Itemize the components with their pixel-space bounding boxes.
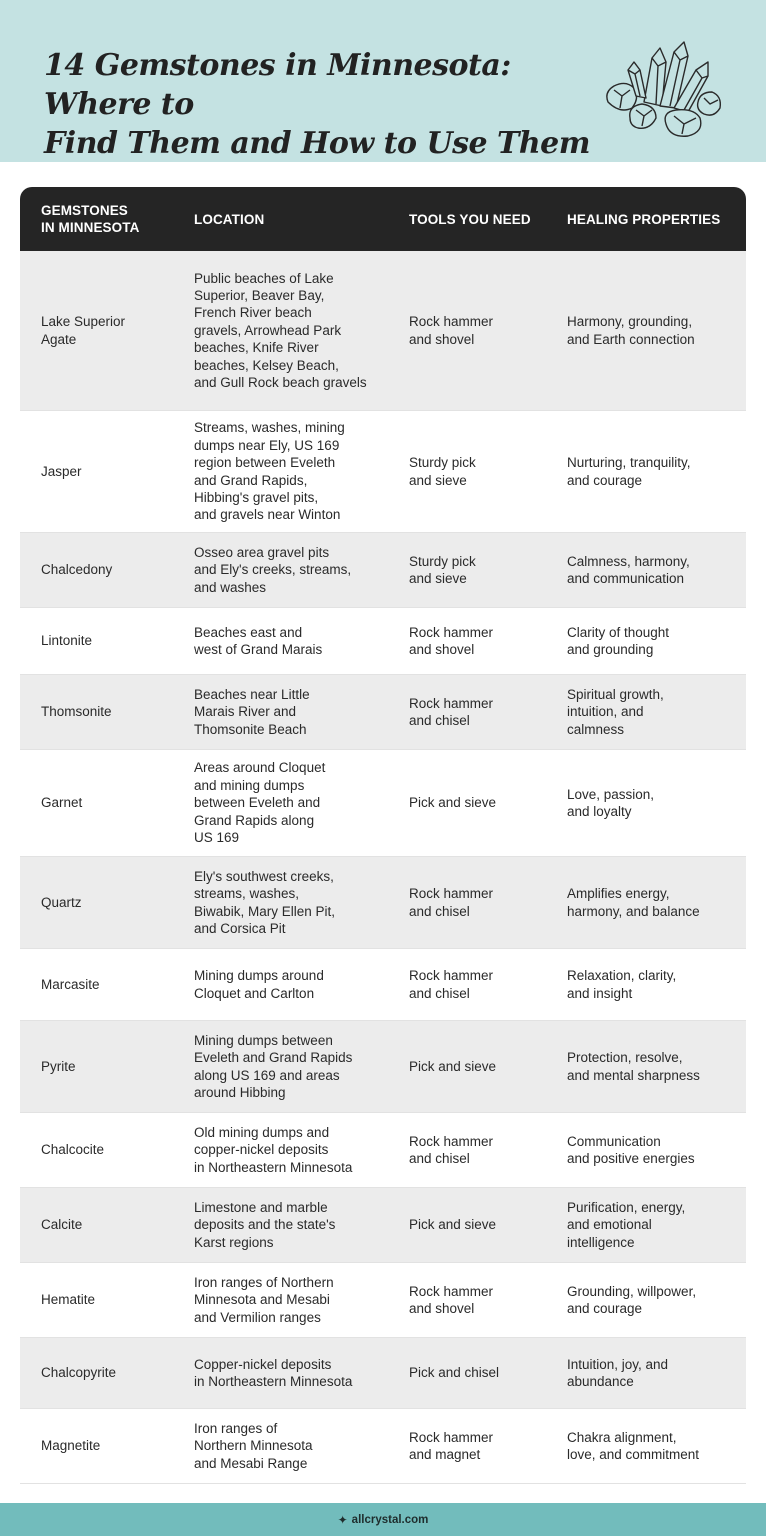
gem-tools: Pick and chisel — [409, 1365, 500, 1381]
gem-name: Jasper — [41, 463, 82, 479]
gem-name: Lake Superior Agate — [41, 314, 126, 347]
header-gemstones: GEMSTONES IN MINNESOTA — [41, 203, 140, 235]
table-row — [20, 1113, 746, 1188]
gem-tools: Sturdy pick and sieve — [409, 553, 476, 586]
gem-name: Lintonite — [41, 633, 93, 649]
gem-location: Copper-nickel deposits in Northeastern Minnesota — [194, 1356, 353, 1389]
gem-name: Pyrite — [41, 1058, 76, 1074]
gem-location: Beaches near Little Marais River and Thomsonite Beach — [194, 686, 310, 737]
table-row — [20, 533, 746, 608]
gem-location: Beaches east and west of Grand Marais — [194, 624, 323, 657]
gem-location: Limestone and marble deposits and the state's Karst regions — [194, 1199, 336, 1250]
gem-tools: Pick and sieve — [409, 795, 497, 811]
gem-healing: Grounding, willpower, and courage — [567, 1283, 697, 1316]
gem-tools: Rock hammer and chisel — [409, 968, 494, 1001]
gem-name: Chalcedony — [41, 562, 113, 578]
gem-healing: Clarity of thought and grounding — [567, 624, 670, 657]
table-row — [20, 1263, 746, 1338]
gem-healing: Communication and positive energies — [567, 1133, 695, 1166]
gem-healing: Nurturing, tranquility, and courage — [567, 455, 691, 488]
gem-name: Magnetite — [41, 1438, 101, 1454]
gem-healing: Amplifies energy, harmony, and balance — [567, 886, 700, 919]
crystal-cluster-icon — [600, 40, 724, 140]
gem-name: Chalcocite — [41, 1142, 105, 1158]
gem-location: Ely's southwest creeks, streams, washes, Biwabik, Mary Ellen Pit, and Corsica Pit — [194, 868, 336, 936]
gem-healing: Love, passion, and loyalty — [567, 786, 655, 819]
gem-tools: Rock hammer and magnet — [409, 1429, 494, 1462]
gem-location: Old mining dumps and copper-nickel deposits in Northeastern Minnesota — [194, 1124, 353, 1175]
header-location: LOCATION — [194, 211, 265, 227]
gem-tools: Rock hammer and chisel — [409, 695, 494, 728]
table-row — [20, 1021, 746, 1113]
header-healing: HEALING PROPERTIES — [567, 211, 721, 227]
table-header — [20, 187, 746, 251]
gem-healing: Chakra alignment, love, and commitment — [567, 1429, 700, 1462]
table-row — [20, 1409, 746, 1484]
footer-site-link[interactable]: allcrystal.com — [351, 1513, 429, 1526]
gem-healing: Protection, resolve, and mental sharpness — [567, 1050, 700, 1083]
table-row — [20, 949, 746, 1021]
gem-tools: Pick and sieve — [409, 1217, 497, 1233]
gem-location: Iron ranges of Northern Minnesota and Mesabi and Vermilion ranges — [194, 1274, 334, 1325]
table-row — [20, 857, 746, 949]
gem-healing: Spiritual growth, intuition, and calmness — [567, 686, 664, 737]
table-row — [20, 251, 746, 411]
sparkle-icon: ✦ — [337, 1512, 348, 1527]
header-banner — [0, 0, 766, 162]
gem-location: Iron ranges of Northern Minnesota and Mesabi Range — [194, 1420, 313, 1471]
table-row — [20, 750, 746, 857]
gem-location: Areas around Cloquet and mining dumps between Eveleth and Grand Rapids along US 169 — [194, 760, 326, 846]
header-tools: TOOLS YOU NEED — [409, 211, 531, 227]
gem-name: Garnet — [41, 795, 83, 811]
gem-location: Mining dumps around Cloquet and Carlton — [194, 968, 324, 1001]
table-row — [20, 1188, 746, 1263]
gem-tools: Rock hammer and shovel — [409, 624, 494, 657]
gem-healing: Harmony, grounding, and Earth connection — [567, 314, 695, 347]
gemstones-table — [20, 187, 746, 1484]
footer-bar — [0, 1503, 766, 1536]
gem-tools: Rock hammer and shovel — [409, 1283, 494, 1316]
gem-tools: Rock hammer and shovel — [409, 314, 494, 347]
gem-healing: Intuition, joy, and abundance — [567, 1356, 669, 1389]
gem-tools: Sturdy pick and sieve — [409, 455, 476, 488]
gem-location: Streams, washes, mining dumps near Ely, US 169 region between Eveleth and Grand Rapids, Hibbing's gravel pits, and gravels near Winton — [194, 420, 345, 523]
gem-name: Marcasite — [41, 976, 100, 992]
gem-tools: Pick and sieve — [409, 1058, 497, 1074]
gem-name: Chalcopyrite — [41, 1365, 117, 1381]
gem-location: Public beaches of Lake Superior, Beaver Bay, French River beach gravels, Arrowhead Park beaches, Knife River beaches, Kelsey Beach, and Gull Rock beach gravels — [194, 270, 367, 391]
gem-location: Mining dumps between Eveleth and Grand Rapids along US 169 and areas around Hibbing — [194, 1032, 353, 1100]
gem-healing: Calmness, harmony, and communication — [567, 553, 690, 586]
gem-name: Hematite — [41, 1292, 96, 1308]
gem-name: Calcite — [41, 1217, 83, 1233]
gem-tools: Rock hammer and chisel — [409, 886, 494, 919]
table-row — [20, 675, 746, 750]
page-title: 14 Gemstones in Minnesota: Where to Find Them and How to Use Them — [44, 48, 590, 161]
gem-healing: Purification, energy, and emotional intelligence — [567, 1199, 686, 1250]
table-row — [20, 411, 746, 533]
gem-name: Thomsonite — [41, 704, 112, 720]
gem-healing: Relaxation, clarity, and insight — [567, 968, 677, 1001]
gem-location: Osseo area gravel pits and Ely's creeks, streams, and washes — [194, 544, 352, 595]
gem-tools: Rock hammer and chisel — [409, 1133, 494, 1166]
gem-name: Quartz — [41, 894, 82, 910]
table-row — [20, 608, 746, 675]
table-row — [20, 1338, 746, 1409]
